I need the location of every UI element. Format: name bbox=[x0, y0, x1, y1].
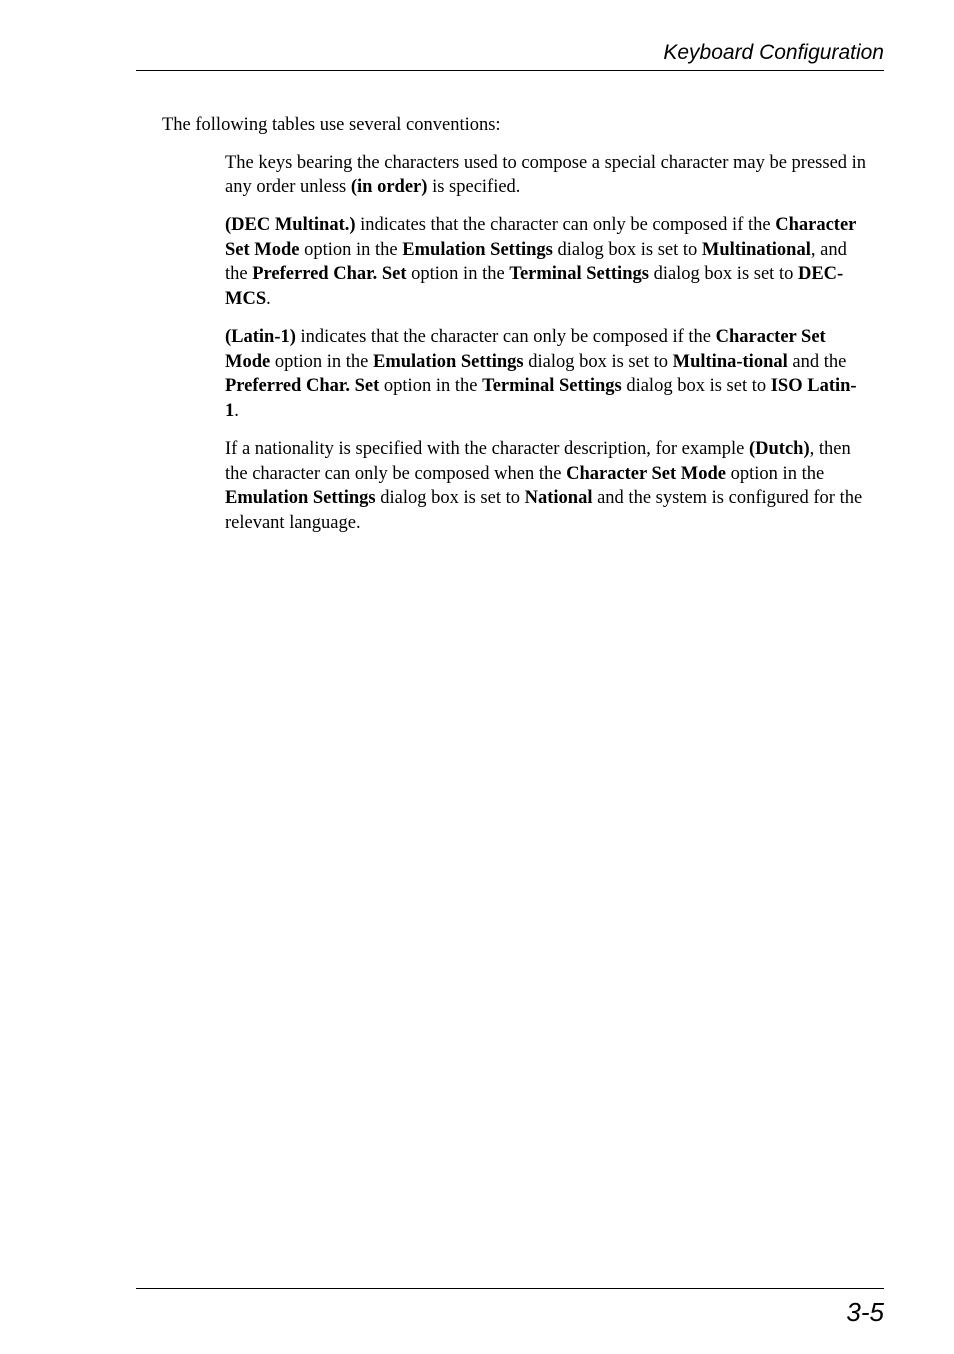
term-preferred-char-set: Preferred Char. Set bbox=[252, 264, 407, 285]
term-emulation-settings: Emulation Settings bbox=[402, 239, 553, 260]
intro-paragraph: The following tables use several conventions: bbox=[162, 115, 501, 135]
convention-text: , and the bbox=[225, 239, 847, 285]
footer-rule bbox=[136, 1288, 884, 1289]
page-body bbox=[162, 113, 872, 549]
convention-text: dialog box is set to bbox=[621, 376, 771, 397]
convention-text: indicates that the character can only be composed if the bbox=[295, 327, 716, 348]
convention-text: If a nationality is specified with the character description, for example bbox=[225, 439, 749, 460]
term-terminal-settings: Terminal Settings bbox=[482, 376, 622, 397]
convention-text: option in the bbox=[406, 264, 510, 285]
convention-text: indicates that the character can only be composed if the bbox=[355, 215, 776, 236]
term-dec-mcs: DEC-MCS bbox=[225, 264, 844, 310]
convention-text: and the system is configured for the relevant language. bbox=[225, 488, 863, 533]
term-character-set-mode: Character Set Mode bbox=[225, 215, 857, 260]
header-rule bbox=[136, 70, 884, 71]
convention-text: option in the bbox=[299, 239, 403, 260]
term-preferred-char-set: Preferred Char. Set bbox=[225, 376, 380, 397]
convention-text: option in the bbox=[379, 376, 483, 397]
running-header-title: Keyboard Configuration bbox=[663, 41, 884, 64]
convention-text: and the bbox=[787, 351, 847, 372]
convention-dec-multinat bbox=[225, 213, 870, 311]
term-terminal-settings: Terminal Settings bbox=[509, 264, 649, 285]
term-emulation-settings: Emulation Settings bbox=[373, 351, 524, 372]
page-number: 3-5 bbox=[846, 1297, 884, 1327]
term-latin-1: (Latin-1) bbox=[225, 327, 296, 348]
convention-nationality bbox=[225, 437, 870, 535]
convention-text: dialog box is set to bbox=[523, 351, 673, 372]
convention-text: . bbox=[234, 400, 239, 421]
term-multinational: Multinational bbox=[701, 239, 811, 260]
term-national: National bbox=[524, 488, 593, 509]
convention-text: dialog box is set to bbox=[648, 264, 798, 285]
convention-text: dialog box is set to bbox=[552, 239, 702, 260]
convention-text: is specified. bbox=[427, 177, 521, 198]
convention-latin-1 bbox=[225, 325, 870, 423]
term-dutch: (Dutch) bbox=[748, 439, 810, 460]
term-character-set-mode: Character Set Mode bbox=[225, 327, 826, 372]
term-in-order: (in order) bbox=[350, 177, 428, 198]
term-emulation-settings: Emulation Settings bbox=[225, 488, 376, 509]
convention-text: , then the character can only be composed when the bbox=[225, 439, 851, 484]
term-iso-latin-1: ISO Latin-1 bbox=[225, 376, 857, 421]
term-character-set-mode: Character Set Mode bbox=[566, 463, 727, 484]
convention-text: option in the bbox=[726, 463, 825, 484]
term-multinational: Multina-tional bbox=[672, 351, 788, 372]
convention-text: option in the bbox=[270, 351, 373, 372]
term-dec-multinat: (DEC Multinat.) bbox=[225, 215, 356, 236]
convention-text: The keys bearing the characters used to compose a special character may be pressed in any order unless bbox=[225, 152, 867, 198]
convention-text: dialog box is set to bbox=[375, 488, 525, 509]
convention-in-order bbox=[225, 151, 870, 200]
convention-text: . bbox=[266, 289, 271, 310]
